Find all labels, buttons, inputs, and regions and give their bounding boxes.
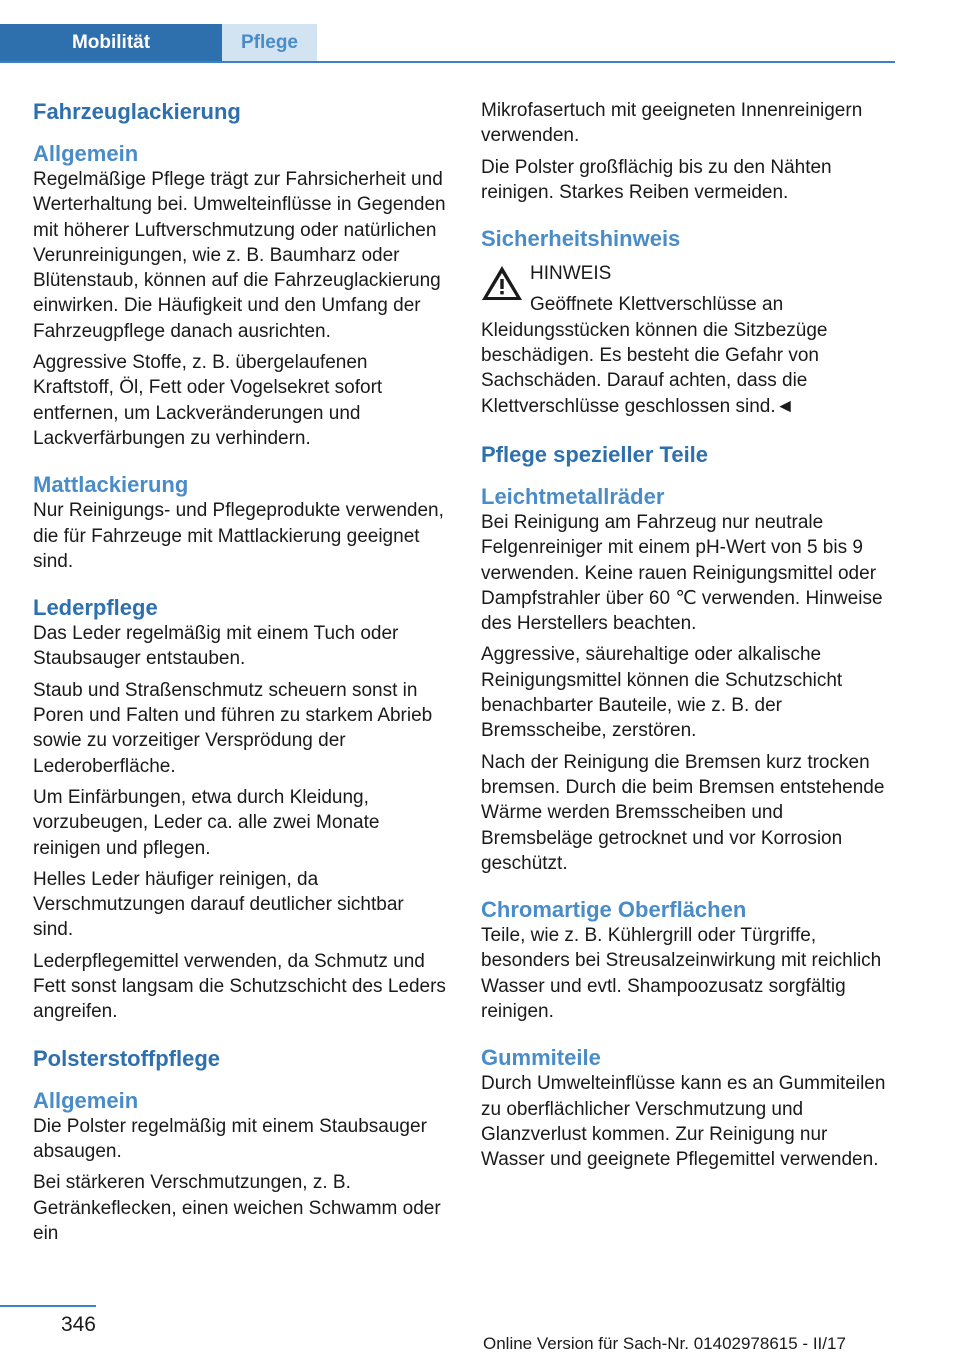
paragraph: Das Leder regelmäßig mit einem Tuch oder Staubsauger entstauben. — [33, 623, 399, 670]
paragraph: Lederpflegemittel verwenden, da Schmutz und Fett sonst langsam die Schutzschicht des Leders angreifen. — [33, 950, 446, 1023]
paragraph: Aggressive Stoffe, z. B. übergelaufenen Kraftstoff, Öl, Fett oder Vogelsekret sofort entfernen, um Lackveränderungen und Lackverfärbungen zu verhindern. — [33, 352, 383, 449]
heading-sicherheitshinweis: Sicherheitshinweis — [481, 226, 681, 252]
paragraph: Regelmäßige Pflege trägt zur Fahrsicherheit und Werterhaltung bei. Umwelteinflüsse in Gegenden mit höherer Luftverschmutzung oder natürlichen Verunreinigungen, wie z. B. Baumharz oder Blütenstaub, können auf die Fahrzeuglackierung einwirken. Die Häufigkeit und den Umfang der Fahrzeugpflege danach ausrichten. — [33, 169, 446, 342]
paragraph: Mikrofasertuch mit geeigneten Innenreinigern verwenden. — [481, 100, 863, 147]
paragraph: Staub und Straßenschmutz scheuern sonst in Poren und Falten und führen zu starkem Abrieb sowie zu vorzeitiger Versprödung der Lederoberfläche. — [33, 679, 433, 777]
heading-lederpflege: Lederpflege — [33, 595, 158, 621]
paragraph: Um Einfärbungen, etwa durch Kleidung, vorzubeugen, Leder ca. alle zwei Monate reinigen und pflegen. — [33, 786, 380, 859]
paragraph: Nach der Reinigung die Bremsen kurz trocken bremsen. Durch die beim Bremsen entstehende Wärme werden Bremsscheiben und Bremsbeläge getrocknet und vor Korrosion geschützt. — [481, 751, 885, 874]
warning-text-block — [481, 292, 896, 418]
paragraph: Bei stärkeren Verschmutzungen, z. B. Getränkeflecken, einen weichen Schwamm oder ein — [33, 1172, 441, 1244]
footer-rule — [0, 1305, 96, 1307]
paragraph: Die Polster regelmäßig mit einem Staubsauger absaugen. — [33, 1115, 427, 1162]
paragraph: Durch Umwelteinflüsse kann es an Gummiteilen zu oberflächlicher Verschmutzung und Glanzverlust kommen. Zur Reinigung nur Wasser und geeignete Pflegemittel verwenden. — [481, 1073, 886, 1171]
heading-gummiteile: Gummiteile — [481, 1045, 601, 1071]
left-column — [33, 98, 448, 1252]
heading-polsterstoffpflege: Polsterstoffpflege — [33, 1045, 221, 1071]
heading-chromartige-oberflaechen: Chromartige Oberflächen — [481, 897, 747, 923]
paragraph: Teile, wie z. B. Kühlergrill oder Türgriffe, besonders bei Streusalzeinwirkung mit reichlich Wasser und evtl. Shampoozusatz sorgfältig reinigen. — [481, 925, 882, 1023]
heading-allgemein-2: Allgemein — [33, 1087, 139, 1113]
tab-pflege[interactable]: Pflege — [222, 24, 317, 61]
paragraph: Bei Reinigung am Fahrzeug nur neutrale Felgenreiniger mit einem pH-Wert von 5 bis 9 verwenden. Keine rauen Reinigungsmittel oder Dampfstrahler über 60 ℃ verwenden. Hinweise des Herstellers beachten. — [481, 511, 883, 635]
warning-text: Geöffnete Klettverschlüsse an Kleidungsstücken können die Sitzbezüge beschädigen. Es besteht die Gefahr von Sachschäden. Darauf achten, dass die Klettverschlüsse geschlossen sind.◄ — [481, 294, 828, 417]
heading-allgemein: Allgemein — [33, 141, 139, 166]
paragraph: Nur Reinigungs- und Pflegeprodukte verwenden, die für Fahrzeuge mit Mattlackierung geeignet sind. — [33, 500, 444, 572]
heading-mattlackierung: Mattlackierung — [33, 472, 189, 498]
online-version-note: Online Version für Sach-Nr. 01402978615 - II/17 — [483, 1334, 846, 1353]
right-column — [481, 98, 896, 1179]
warning-triangle-icon — [481, 265, 523, 301]
tab-mobilitaet[interactable]: Mobilität — [0, 24, 222, 61]
paragraph: Die Polster großflächig bis zu den Nähten reinigen. Starkes Reiben vermeiden. — [481, 156, 832, 203]
heading-leichtmetallraeder: Leichtmetallräder — [481, 483, 665, 509]
warning-title: HINWEIS — [530, 263, 612, 285]
warning-box — [481, 261, 896, 419]
heading-fahrzeuglackierung: Fahrzeuglackierung — [33, 99, 241, 124]
heading-pflege-spezieller-teile: Pflege spezieller Teile — [481, 441, 709, 467]
page-number: 346 — [60, 1313, 96, 1336]
chapter-tab-bar — [0, 24, 895, 63]
paragraph: Aggressive, säurehaltige oder alkalische Reinigungsmittel können die Schutzschicht benachbarter Bauteile, wie z. B. der Bremsscheibe, zerstören. — [481, 644, 843, 742]
paragraph: Helles Leder häufiger reinigen, da Verschmutzungen darauf deutlicher sichtbar sind. — [33, 868, 404, 941]
